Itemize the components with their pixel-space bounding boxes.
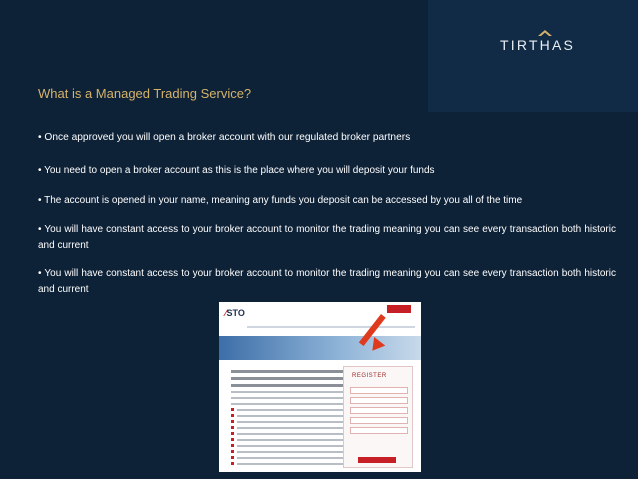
brand-logo	[500, 30, 575, 53]
website-screenshot	[219, 302, 421, 472]
form-field	[350, 427, 408, 434]
form-field	[350, 397, 408, 404]
form-field	[350, 417, 408, 424]
house-roof-icon	[538, 30, 552, 36]
register-form-title: REGISTER	[352, 373, 387, 379]
brand-name: TIRTHAS	[500, 37, 576, 53]
website-cta-button	[387, 305, 411, 313]
header-panel	[428, 0, 638, 112]
website-logo: ⁄STO	[225, 308, 245, 318]
bullet-item: • You will have constant access to your broker account to monitor the trading meaning you can see every transaction both historic and current	[38, 268, 616, 295]
slide-title: What is a Managed Trading Service?	[38, 86, 252, 101]
bullet-item: • You need to open a broker account as this is the place where you will deposit your funds	[38, 165, 435, 176]
website-register-form	[343, 366, 413, 468]
website-hero-banner	[219, 336, 421, 360]
website-body-text	[231, 366, 343, 469]
bullet-item: • Once approved you will open a broker account with our regulated broker partners	[38, 132, 411, 143]
bullet-item: • You will have constant access to your broker account to monitor the trading meaning you can see every transaction both historic and current	[38, 224, 616, 251]
website-nav	[247, 326, 415, 328]
form-field	[350, 387, 408, 394]
website-header	[219, 302, 421, 337]
bullet-item: • The account is opened in your name, meaning any funds you deposit can be accessed by you all of the time	[38, 195, 523, 206]
form-submit-button	[358, 457, 396, 463]
form-field	[350, 407, 408, 414]
